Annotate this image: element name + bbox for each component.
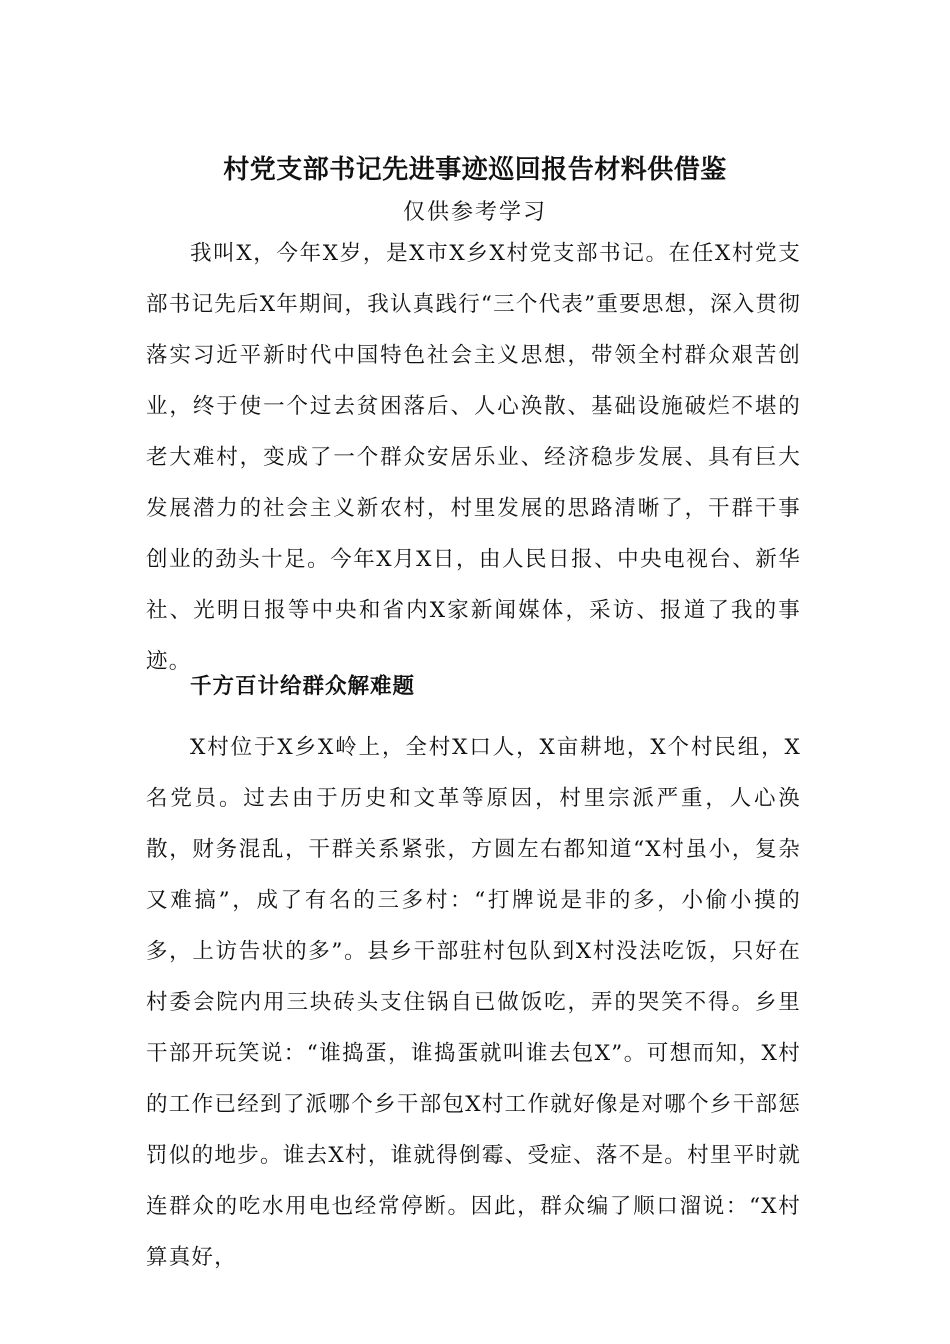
document-title: 村党支部书记先进事迹巡回报告材料供借鉴: [223, 155, 727, 186]
body-paragraph-intro: 我叫X，今年X岁，是X市X乡X村党支部书记。在任X村党支部书记先后X年期间，我认真践行“三个代表”重要思想，深入贯彻落实习近平新时代中国特色社会主义思想，带领全村群众艰苦创业，终于使一个过去贫困落后、人心涣散、基础设施破烂不堪的老大难村，变成了一个群众安居乐业、经济稳步发展、具有巨大发展潜力的社会主义新农村，村里发展的思路清晰了，干群干事创业的劲头十足。今年X月X日，由人民日报、中央电视台、新华社、光明日报等中央和省内X家新闻媒体，采访、报道了我的事迹。: [146, 241, 801, 674]
section-heading: 千方百计给群众解难题: [190, 674, 416, 699]
document-subtitle: 仅供参考学习: [402, 200, 547, 225]
body-paragraph-village: X村位于X乡X岭上，全村X口人，X亩耕地，X个村民组，X名党员。过去由于历史和文革等原因，村里宗派严重，人心涣散，财务混乱，干群关系紧张，方圆左右都知道“X村虽小，复杂又难搞”，成了有名的三多村：“打牌说是非的多，小偷小摸的多，上访告状的多”。县乡干部驻村包队到X村没法吃饭，只好在村委会院内用三块砖头支住锅自已做饭吃，弄的哭笑不得。乡里干部开玩笑说：“谁捣蛋，谁捣蛋就叫谁去包X”。可想而知，X村的工作已经到了派哪个乡干部包X村工作就好像是对哪个乡干部惩罚似的地步。谁去X村，谁就得倒霉、受症、落不是。村里平时就连群众的吃水用电也经常停断。因此，群众编了顺口溜说：“X村算真好，: [146, 735, 801, 1270]
